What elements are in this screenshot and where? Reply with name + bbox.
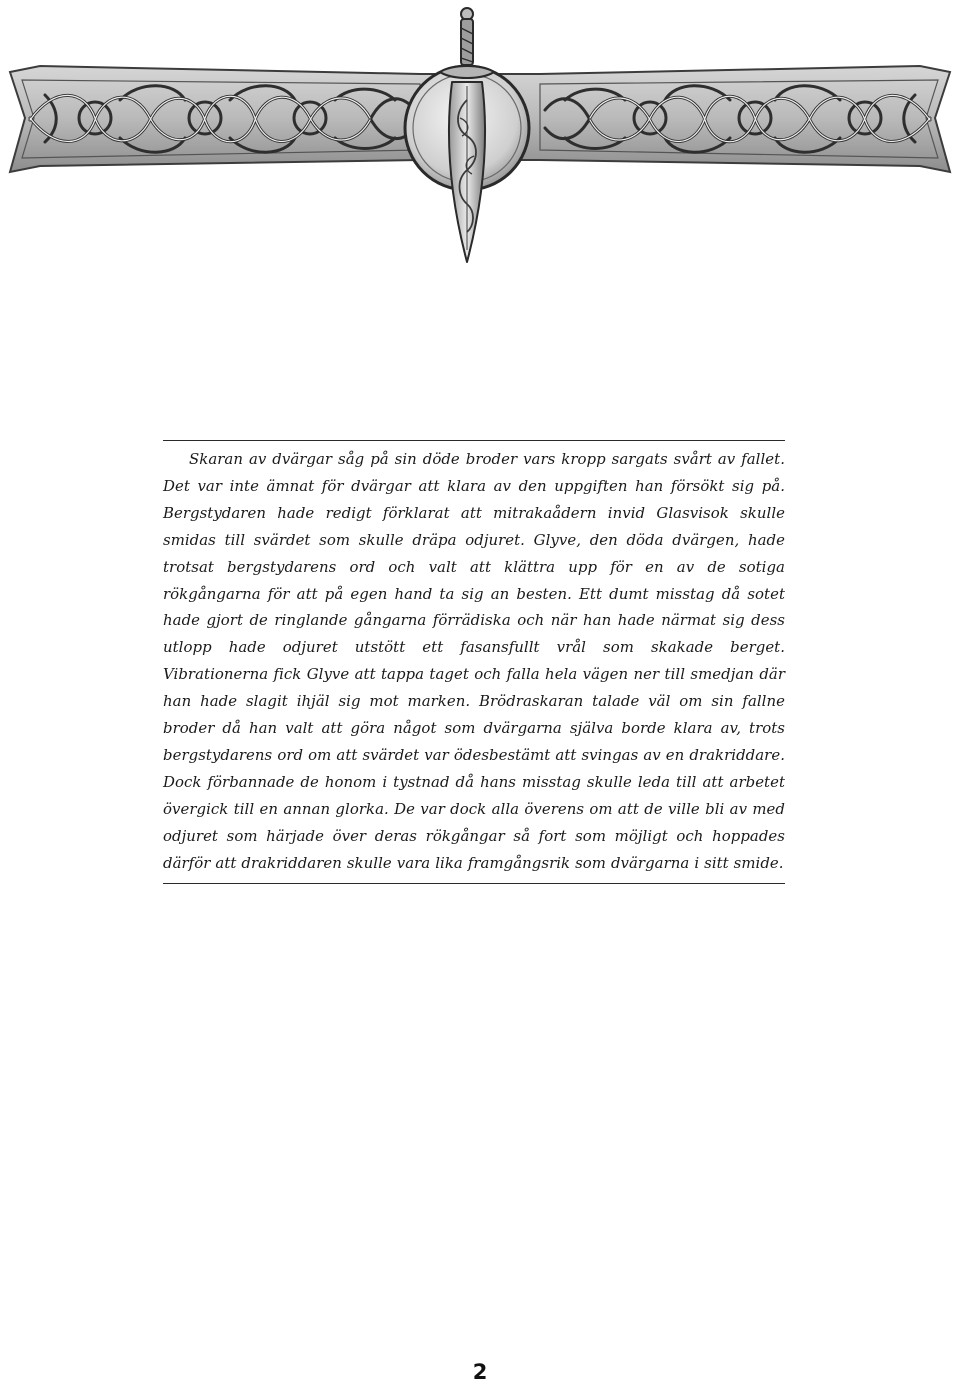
- story-passage: [163, 440, 785, 884]
- passage-text: [163, 441, 785, 883]
- passage-bottom-rule: [163, 883, 785, 884]
- celtic-knotwork-sword-banner-icon: [0, 0, 960, 290]
- passage-body: Skaran av dvärgar såg på sin döde broder vars kropp sargats svårt av fallet. Det var inte ämnat för dvärgar att klara av den uppgiften han försökt sig på. Bergstydaren hade redigt förklarat att mitrakaådern invid Glasvisok skulle smidas till svärdet som skulle dräpa odjuret. Glyve, den döda dvärgen, hade trotsat bergstydarens ord och valt att klättra upp för en av de sotiga rökgångarna för att på egen hand ta sig an besten. Ett dumt misstag då sotet hade gjort de ringlande gångarna förrädiska och när han hade närmat sig dess utlopp hade odjuret utstött ett fasansfullt vrål som skakade berget. Vibrationerna fick Glyve att tappa taget och falla hela vägen ner till smedjan där han hade slagit ihjäl sig mot marken. Brödraskaran talade väl om sin fallne broder då han valt att göra något som dvärgarna själva borde klara av, trots bergstydarens ord om att svärdet var ödesbestämt att svingas av en drakriddare. Dock förbannade de honom i tystnad då hans misstag skulle leda till att arbetet övergick till en annan glorka. De var dock alla överens om att de ville bli av med odjuret som härjade över deras rökgångar så fort som möjligt och hoppades därför att drakriddaren skulle vara lika framgångsrik som dvärgarna i sitt smide.: [163, 450, 785, 872]
- page-number: 2: [472, 1360, 488, 1384]
